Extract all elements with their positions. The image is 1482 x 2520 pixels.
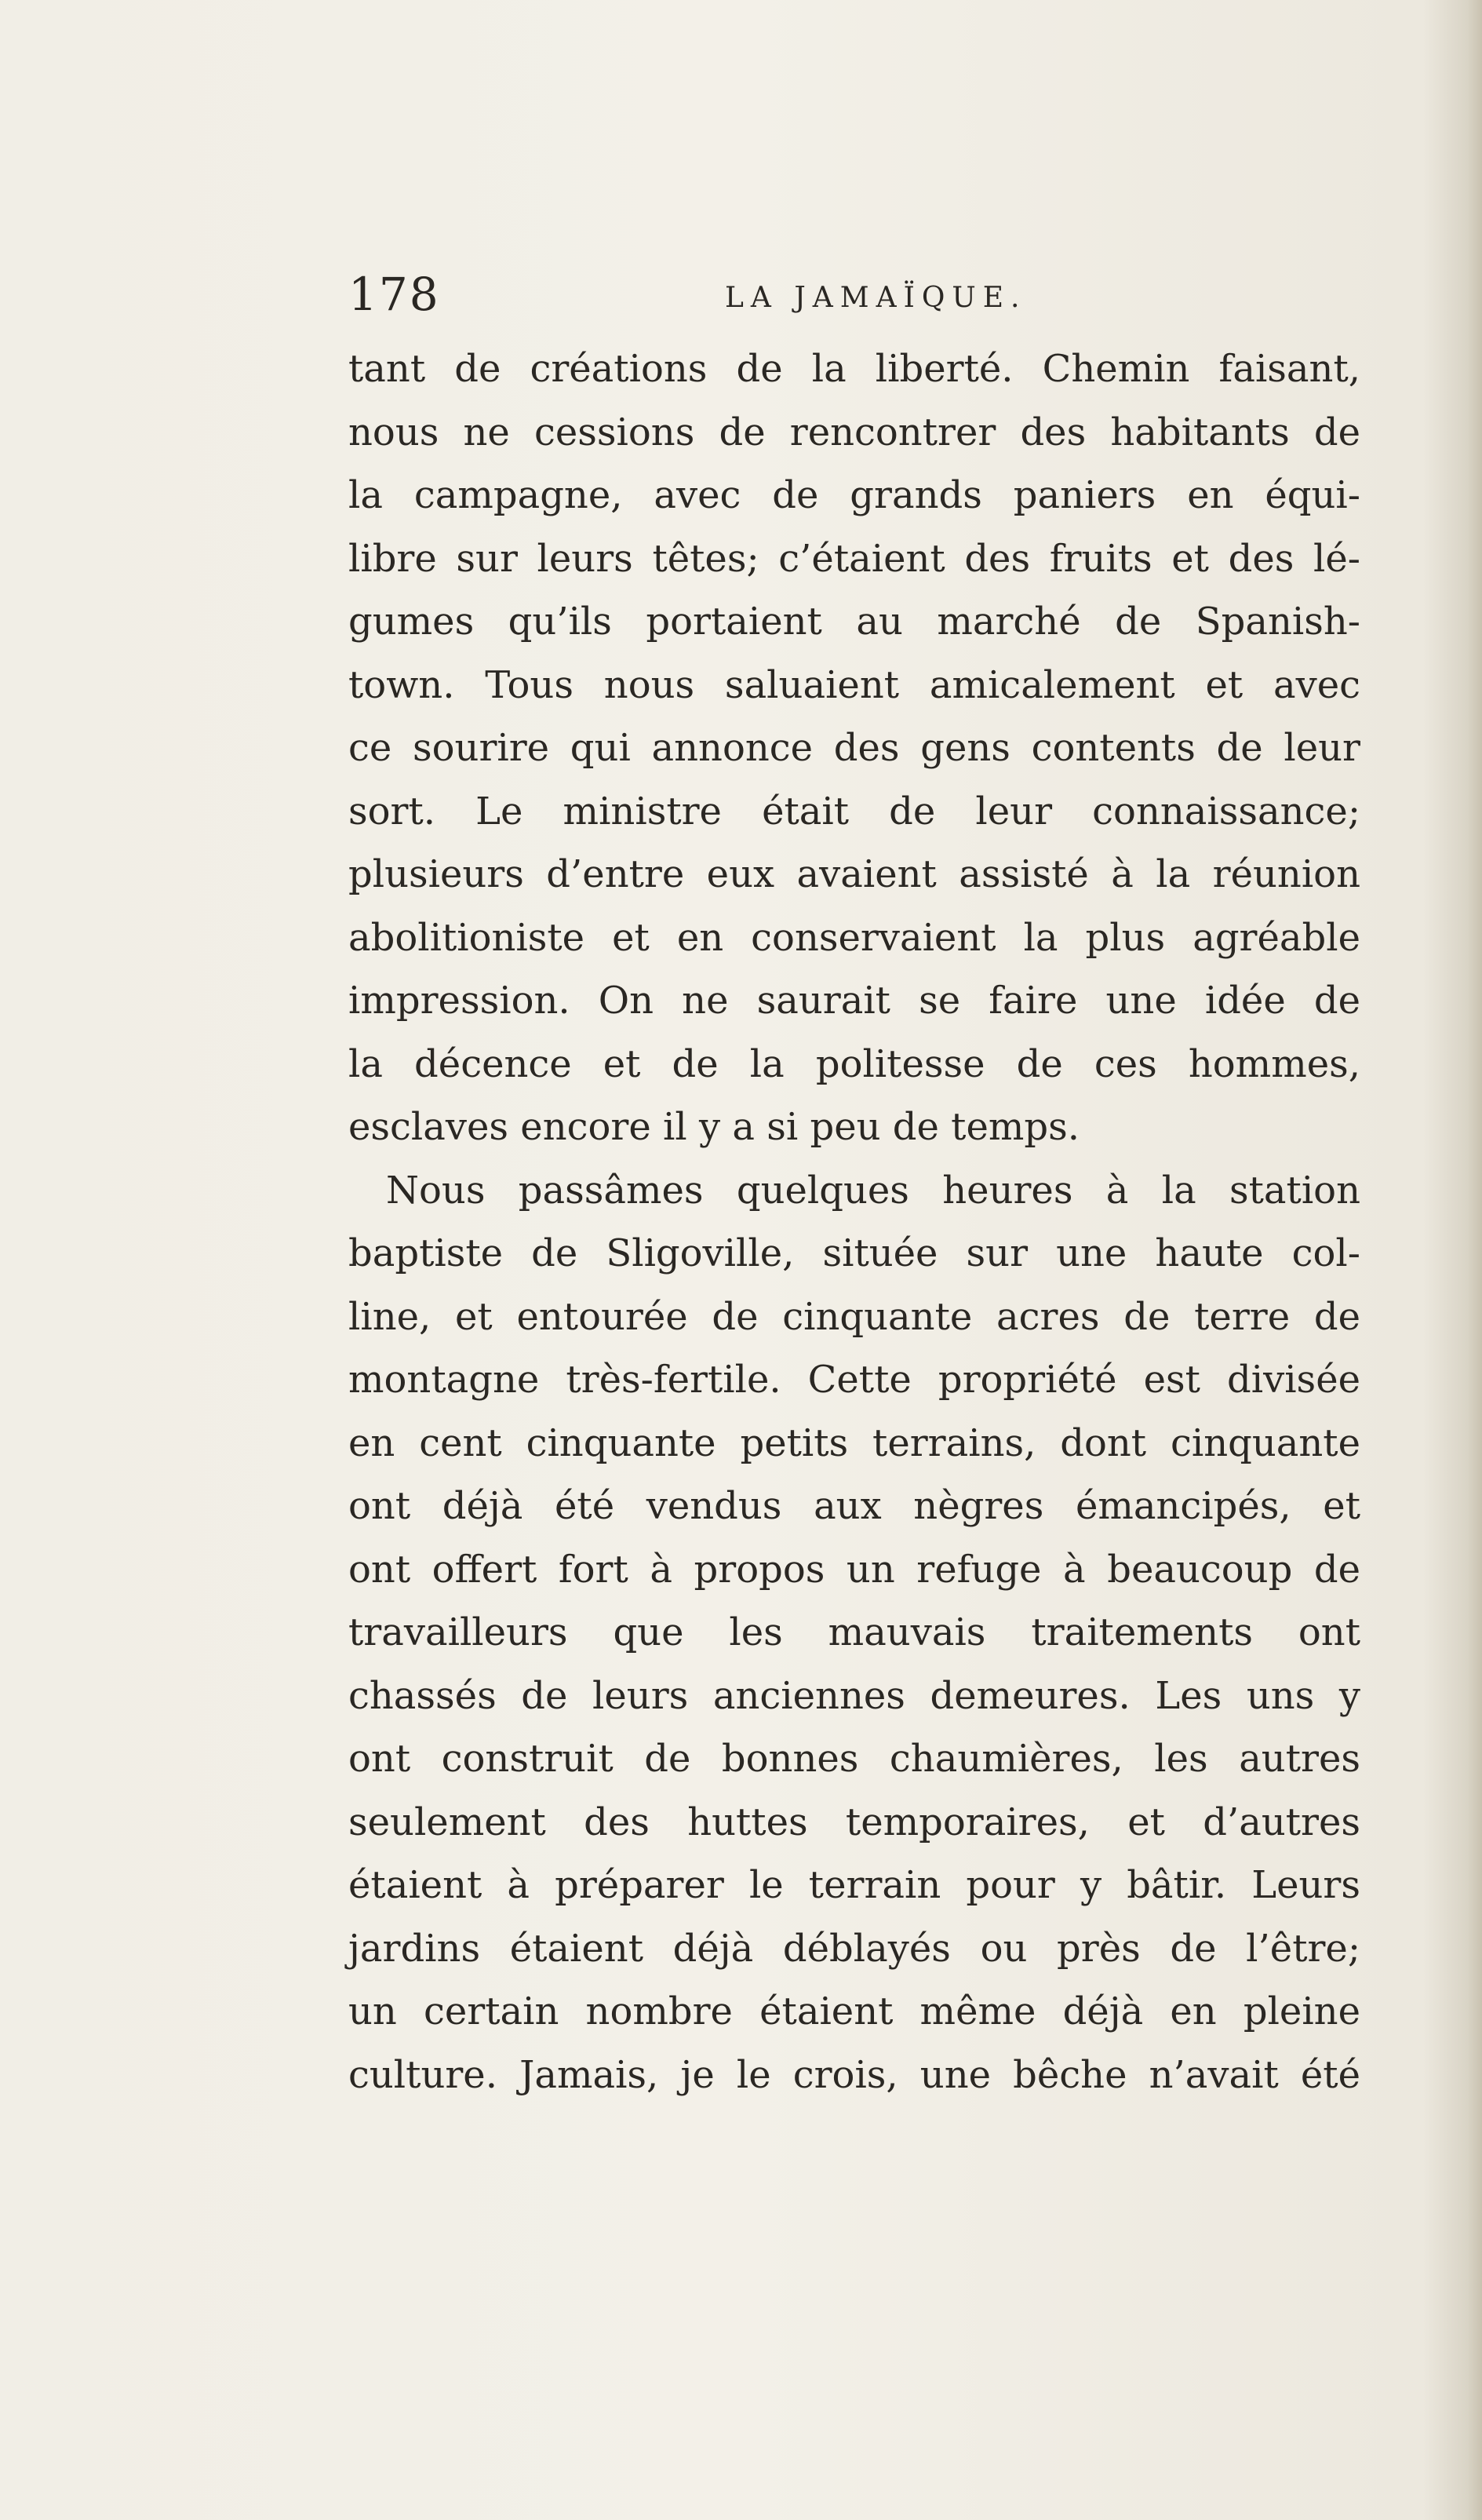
text-line: abolitioniste et en conservaient la plus agréable [348, 915, 1360, 960]
text-line: gumes qu’ils portaient au marché de Spanish- [348, 600, 1360, 644]
page-header [348, 268, 1360, 321]
text-line: la décence et de la politesse de ces hommes, [348, 1041, 1360, 1086]
text-line: tant de créations de la liberté. Chemin faisant, [348, 347, 1360, 391]
text-line: en cent cinquante petits terrains, dont cinquante [348, 1420, 1360, 1465]
text-line: sort. Le ministre était de leur connaissance; [348, 789, 1360, 833]
text-line: libre sur leurs têtes; c’étaient des fruits et des lé- [348, 536, 1360, 581]
text-line: esclaves encore il y a si peu de temps. [348, 1105, 1080, 1149]
text-line: la campagne, avec de grands paniers en équi- [348, 473, 1360, 517]
body-text [348, 337, 1360, 2106]
running-title: LA JAMAÏQUE. [725, 282, 1027, 314]
text-line: ont construit de bonnes chaumières, les autres [348, 1737, 1360, 1781]
text-line: impression. On ne saurait se faire une idée de [348, 979, 1360, 1023]
text-line: travailleurs que les mauvais traitements ont [348, 1610, 1360, 1654]
text-line: étaient à préparer le terrain pour y bâtir. Leurs [348, 1863, 1360, 1907]
text-line: montagne très-fertile. Cette propriété est divisée [348, 1358, 1360, 1402]
text-line: jardins étaient déjà déblayés ou près de l’être; [348, 1926, 1360, 1971]
text-line: town. Tous nous saluaient amicalement et avec [348, 662, 1360, 707]
text-line: seulement des huttes temporaires, et d’autres [348, 1800, 1360, 1844]
text-line: nous ne cessions de rencontrer des habitants de [348, 410, 1360, 454]
text-line: baptiste de Sligoville, située sur une haute col- [348, 1231, 1360, 1275]
text-line: chassés de leurs anciennes demeures. Les uns y [348, 1673, 1360, 1718]
paragraph-2 [348, 1159, 1360, 2107]
text-line: ont déjà été vendus aux nègres émancipés, et [348, 1484, 1360, 1528]
text-line: ce sourire qui annonce des gens contents de leur [348, 726, 1360, 770]
text-line: plusieurs d’entre eux avaient assisté à la réunion [348, 852, 1360, 896]
paragraph-1 [348, 337, 1360, 1159]
page-number: 178 [348, 268, 440, 321]
text-line: ont offert fort à propos un refuge à beaucoup de [348, 1547, 1360, 1592]
text-line: culture. Jamais, je le crois, une bêche n’avait été [348, 2052, 1360, 2097]
text-line: line, et entourée de cinquante acres de terre de [348, 1294, 1360, 1339]
text-line: Nous passâmes quelques heures à la station [386, 1168, 1360, 1213]
text-line: un certain nombre étaient même déjà en pleine [348, 1989, 1360, 2033]
